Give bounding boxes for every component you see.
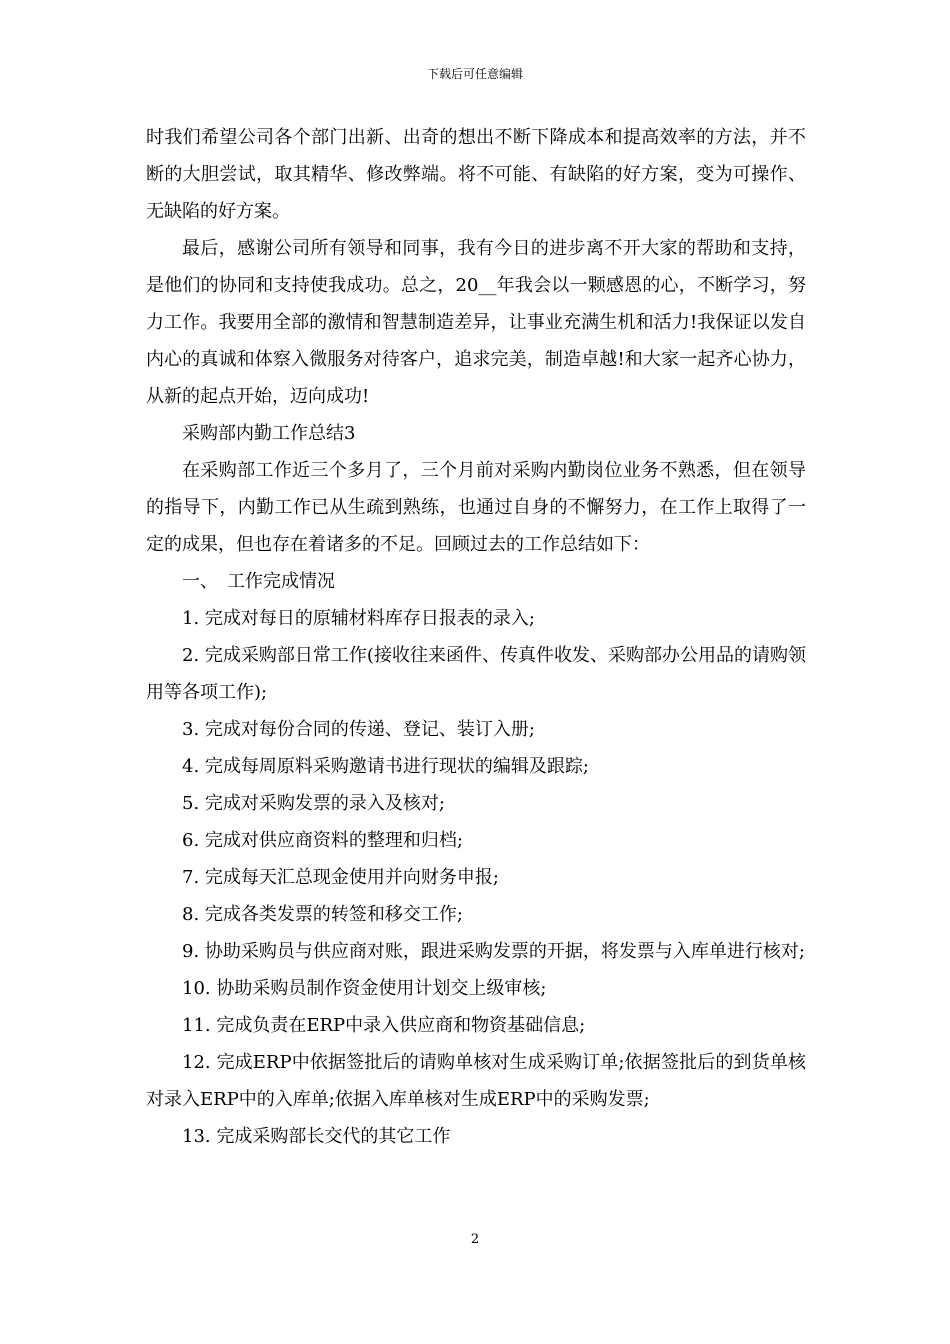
list-item: 12. 完成ERP中依据签批后的请购单核对生成采购订单;依据签批后的到货单核对录入ERP中的入库单;依据入库单核对生成ERP中的采购发票; (146, 1052, 806, 1110)
list-item: 8. 完成各类发票的转签和移交工作; (182, 904, 463, 925)
list-item: 2. 完成采购部日常工作(接收往来函件、传真件收发、采购部办公用品的请购领用等各项工作); (146, 645, 806, 703)
paragraph: 最后，感谢公司所有领导和同事，我有今日的进步离不开大家的帮助和支持，是他们的协同和支持使我成功。总之，20__年我会以一颗感恩的心，不断学习，努力工作。我要用全部的激情和智慧制造差异，让事业充满生机和活力!我保证以发自内心的真诚和体察入微服务对待客户，追求完美，制造卓越!和大家一起齐心协力，从新的起点开始，迈向成功! (146, 238, 806, 407)
list-item: 1. 完成对每日的原辅材料库存日报表的录入; (182, 608, 535, 629)
subsection-heading: 一、 工作完成情况 (182, 571, 335, 592)
paragraph: 在采购部工作近三个多月了，三个月前对采购内勤岗位业务不熟悉，但在领导的指导下，内勤工作已从生疏到熟练，也通过自身的不懈努力，在工作上取得了一定的成果，但也存在着诸多的不足。回顾过去的工作总结如下： (146, 460, 806, 555)
document-body (146, 119, 806, 1155)
list-item: 9. 协助采购员与供应商对账，跟进采购发票的开据，将发票与入库单进行核对; (182, 941, 805, 962)
list-item: 7. 完成每天汇总现金使用并向财务申报; (182, 867, 499, 888)
list-item: 13. 完成采购部长交代的其它工作 (182, 1126, 451, 1147)
page-header-note: 下载后可任意编辑 (426, 67, 523, 81)
list-item: 10. 协助采购员制作资金使用计划交上级审核; (182, 978, 547, 999)
section-title: 采购部内勤工作总结3 (182, 423, 356, 444)
page-number: 2 (470, 1232, 480, 1247)
list-item: 3. 完成对每份合同的传递、登记、装订入册; (182, 719, 535, 740)
list-item: 11. 完成负责在ERP中录入供应商和物资基础信息; (182, 1015, 586, 1036)
list-item: 6. 完成对供应商资料的整理和归档; (182, 830, 463, 851)
list-item: 5. 完成对采购发票的录入及核对; (182, 793, 445, 814)
list-item: 4. 完成每周原料采购邀请书进行现状的编辑及跟踪; (182, 756, 589, 777)
paragraph: 时我们希望公司各个部门出新、出奇的想出不断下降成本和提高效率的方法，并不断的大胆尝试，取其精华、修改弊端。将不可能、有缺陷的好方案，变为可操作、无缺陷的好方案。 (146, 127, 806, 222)
